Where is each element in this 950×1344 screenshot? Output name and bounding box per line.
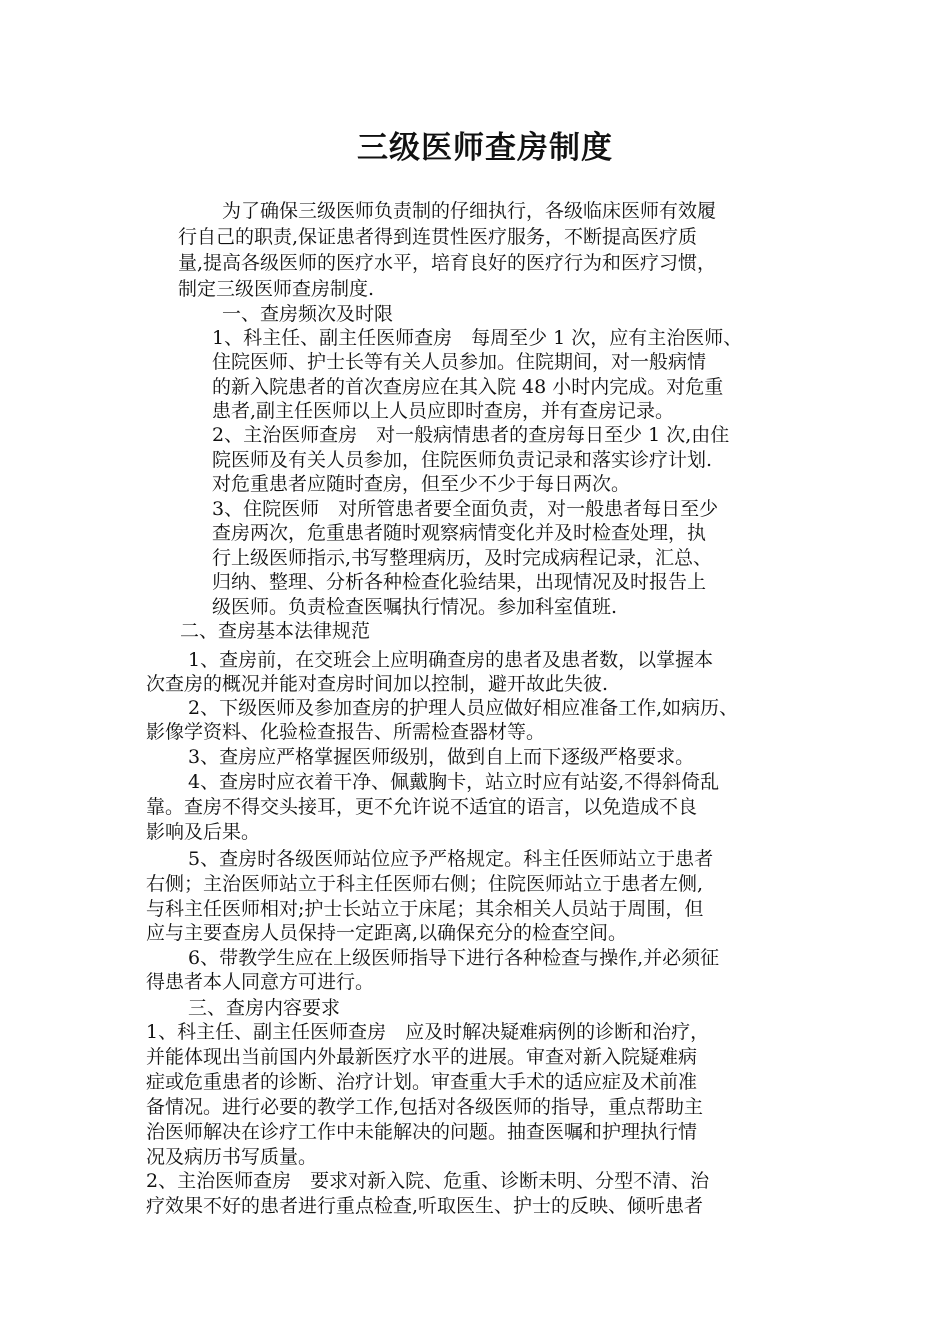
text-line: 制定三级医师查房制度. — [178, 278, 375, 300]
text-line: 1、查房前，在交班会上应明确查房的患者及患者数，以掌握本 — [188, 649, 714, 671]
text-line: 2、下级医师及参加查房的护理人员应做好相应准备工作,如病历、 — [188, 697, 739, 719]
text-line: 症或危重患者的诊断、治疗计划。审查重大手术的适应症及术前准 — [146, 1071, 698, 1093]
text-line: 1、科主任、副主任医师查房 应及时解决疑难病例的诊断和治疗， — [146, 1021, 710, 1043]
text-line: 归纳、整理、分析各种检查化验结果，出现情况及时报告上 — [212, 571, 707, 593]
text-line: 查房两次，危重患者随时观察病情变化并及时检查处理，执 — [212, 522, 707, 544]
text-line: 次查房的概况并能对查房时间加以控制，避开故此失彼. — [146, 673, 609, 695]
text-line: 量,提高各级医师的医疗水平，培育良好的医疗行为和医疗习惯， — [178, 252, 717, 274]
text-line: 应与主要查房人员保持一定距离,以确保充分的检查空间。 — [146, 922, 628, 944]
text-line: 6、带教学生应在上级医师指导下进行各种检查与操作,并必须征 — [188, 947, 720, 969]
text-line: 1、科主任、副主任医师查房 每周至少 1 次，应有主治医师、 — [212, 327, 743, 349]
text-line: 4、查房时应衣着干净、佩戴胸卡，站立时应有站姿,不得斜倚乱 — [188, 771, 720, 793]
text-line: 得患者本人同意方可进行。 — [146, 971, 375, 993]
text-line: 备情况。进行必要的教学工作,包括对各级医师的指导，重点帮助主 — [146, 1096, 704, 1118]
text-line: 治医师解决在诊疗工作中未能解决的问题。抽查医嘱和护理执行情 — [146, 1121, 698, 1143]
text-line: 院医师及有关人员参加，住院医师负责记录和落实诊疗计划. — [212, 449, 713, 471]
text-line: 住院医师、护士长等有关人员参加。住院期间，对一般病情 — [212, 351, 707, 373]
text-line: 对危重患者应随时查房，但至少不少于每日两次。 — [212, 473, 631, 495]
document-title: 三级医师查房制度 — [357, 130, 613, 166]
text-line: 影响及后果。 — [146, 821, 261, 843]
text-line: 右侧；主治医师站立于科主任医师右侧；住院医师站立于患者左侧, — [146, 873, 704, 895]
text-line: 的新入院患者的首次查房应在其入院 48 小时内完成。对危重 — [212, 376, 724, 398]
section-heading: 三、查房内容要求 — [188, 997, 341, 1019]
text-line: 靠。查房不得交头接耳，更不允许说不适宜的语言，以免造成不良 — [146, 796, 698, 818]
text-line: 3、查房应严格掌握医师级别，做到自上而下逐级严格要求。 — [188, 746, 695, 768]
text-line: 况及病历书写质量。 — [146, 1146, 318, 1168]
text-line: 行上级医师指示,书写整理病历，及时完成病程记录，汇总、 — [212, 547, 713, 569]
text-line: 行自己的职责,保证患者得到连贯性医疗服务，不断提高医疗质 — [178, 226, 698, 248]
text-line: 患者,副主任医师以上人员应即时查房，并有查房记录。 — [212, 400, 675, 422]
text-line: 为了确保三级医师负责制的仔细执行，各级临床医师有效履 — [222, 200, 717, 222]
text-line: 与科主任医师相对;护士长站立于床尾；其余相关人员站于周围，但 — [146, 898, 704, 920]
text-line: 3、住院医师 对所管患者要全面负责，对一般患者每日至少 — [212, 498, 719, 520]
text-line: 并能体现出当前国内外最新医疗水平的进展。审查对新入院疑难病 — [146, 1046, 698, 1068]
text-line: 疗效果不好的患者进行重点检查,听取医生、护士的反映、倾听患者 — [146, 1195, 704, 1217]
text-line: 5、查房时各级医师站位应予严格规定。科主任医师站立于患者 — [188, 848, 714, 870]
text-line: 级医师。负责检查医嘱执行情况。参加科室值班. — [212, 596, 618, 618]
section-heading: 一、查房频次及时限 — [222, 303, 394, 325]
text-line: 2、主治医师查房 要求对新入院、危重、诊断未明、分型不清、治 — [146, 1170, 710, 1192]
text-line: 影像学资料、化验检查报告、所需检查器材等。 — [146, 721, 546, 743]
section-heading: 二、查房基本法律规范 — [180, 620, 371, 642]
text-line: 2、主治医师查房 对一般病情患者的查房每日至少 1 次,由住 — [212, 424, 730, 446]
